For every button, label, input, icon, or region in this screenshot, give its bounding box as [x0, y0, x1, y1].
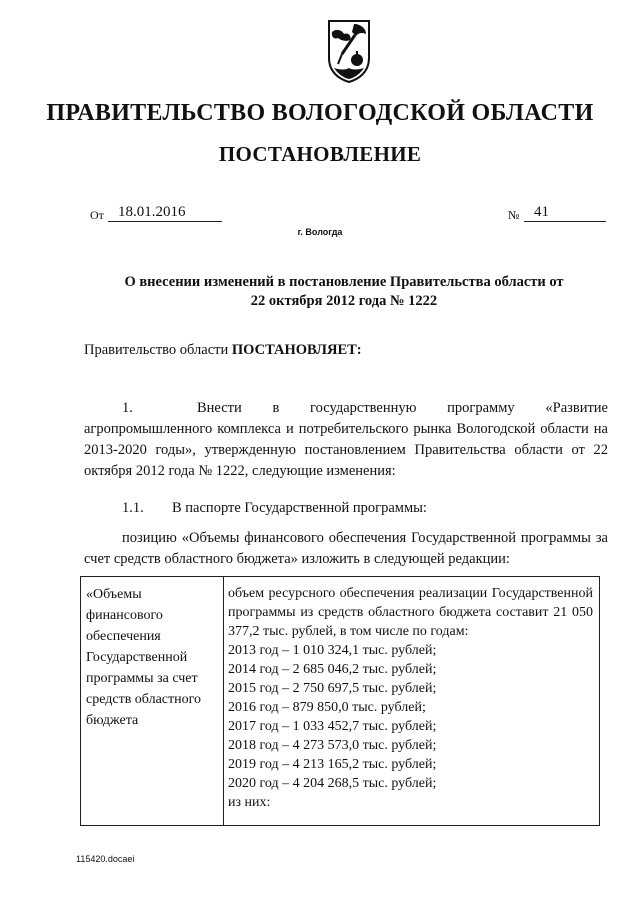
paragraph-1-number: 1. — [122, 400, 133, 416]
intro-decree-word: ПОСТАНОВЛЯЕТ: — [231, 342, 362, 358]
paragraph-1 — [84, 398, 608, 482]
funding-tail: из них: — [228, 795, 271, 810]
year-row: 2013 год – 1 010 324,1 тыс. рублей; — [228, 643, 437, 658]
subject-line-2: 22 октября 2012 года № 1222 — [250, 293, 438, 309]
position-paragraph — [84, 528, 608, 570]
document-date: 18.01.2016 — [108, 203, 222, 222]
year-row: 2014 год – 2 685 046,2 тыс. рублей; — [228, 662, 437, 677]
number-label: № — [508, 208, 520, 222]
funding-intro: объем ресурсного обеспечения реализации Государственной программы из средств областного бюджета составит 21 050 377,2 тыс. рублей, в том числе по годам: — [228, 586, 593, 639]
year-row: 2020 год – 4 204 268,5 тыс. рублей; — [228, 776, 437, 791]
intro-paragraph — [84, 340, 608, 361]
table-divider — [223, 577, 224, 825]
paragraph-1-1 — [84, 498, 608, 519]
file-name: 115420.docaei — [76, 854, 135, 864]
year-row: 2015 год – 2 750 697,5 тыс. рублей; — [228, 681, 437, 696]
paragraph-1-1-text: В паспорте Государственной программы: — [172, 500, 427, 516]
document-type: ПОСТАНОВЛЕНИЕ — [218, 142, 422, 166]
government-title: ПРАВИТЕЛЬСТВО ВОЛОГОДСКОЙ ОБЛАСТИ — [46, 100, 594, 126]
year-row: 2019 год – 4 213 165,2 тыс. рублей; — [228, 757, 437, 772]
date-label: От — [90, 208, 104, 222]
document-subject — [90, 273, 598, 311]
coat-of-arms-icon — [326, 18, 372, 84]
intro-prefix: Правительство области — [84, 342, 232, 358]
city: г. Вологда — [297, 227, 343, 237]
position-text: позицию «Объемы финансового обеспечения Государственной программы за счет средств областного бюджета» изложить в следующей редакции: — [84, 530, 608, 567]
passport-right-cell — [228, 584, 593, 812]
subject-line-1: О внесении изменений в постановление Правительства области от — [124, 274, 564, 290]
year-row: 2016 год – 879 850,0 тыс. рублей; — [228, 700, 426, 715]
passport-left-cell: «Объемы финансового обеспечения Государственной программы за счет средств областного бюджета — [86, 587, 202, 728]
paragraph-1-1-number: 1.1. — [122, 500, 144, 516]
year-row: 2018 год – 4 273 573,0 тыс. рублей; — [228, 738, 437, 753]
document-number: 41 — [524, 203, 606, 222]
passport-table — [80, 576, 600, 826]
year-row: 2017 год – 1 033 452,7 тыс. рублей; — [228, 719, 437, 734]
paragraph-1-text: Внести в государственную программу «Развитие агропромышленного комплекса и потребительского рынка Вологодской области на 2013-2020 годы», утвержденную постановлением Правительства области от 22 октября 2012 года № 1222, следующие изменения: — [84, 400, 608, 479]
